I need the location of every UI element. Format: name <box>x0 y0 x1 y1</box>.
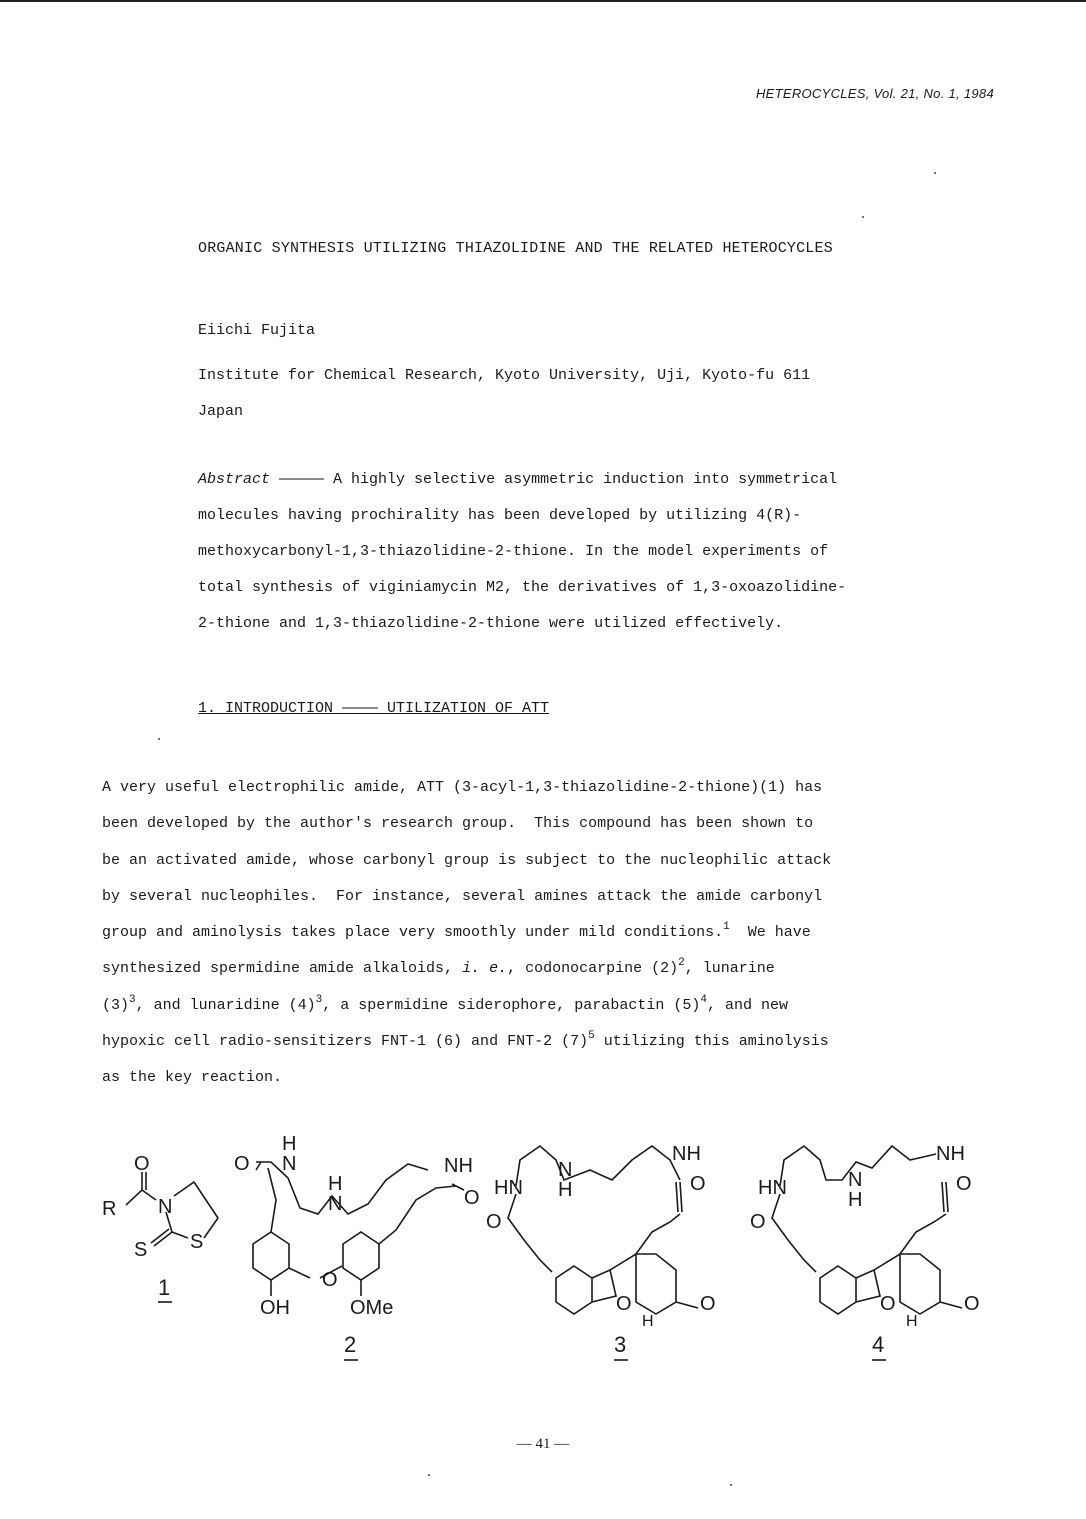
scan-speck <box>862 216 864 218</box>
atom-N: N <box>282 1153 297 1175</box>
body-text: utilizing this aminolysis <box>594 1033 829 1051</box>
structure-4 <box>772 1146 962 1314</box>
body-line <box>102 951 1002 987</box>
atom-O: O <box>750 1211 766 1233</box>
atom-O: O <box>964 1293 980 1315</box>
reference-mark: 3 <box>315 993 323 1006</box>
atom-O: O <box>134 1153 150 1175</box>
body-line: be an activated amide, whose carbonyl group is subject to the nucleophilic attack <box>102 851 832 869</box>
body-text: (3) <box>102 996 130 1014</box>
atom-O: O <box>880 1293 896 1315</box>
atom-O: O <box>486 1211 502 1233</box>
atom-O: O <box>956 1173 972 1195</box>
body-line <box>102 1024 1002 1060</box>
atom-N: N <box>328 1193 343 1215</box>
atom-HN: HN <box>758 1177 787 1199</box>
running-header: HETEROCYCLES, Vol. 21, No. 1, 1984 <box>755 86 994 101</box>
body-text: group and aminolysis takes place very smoothly under mild conditions. <box>102 924 724 942</box>
atom-H: H <box>642 1313 654 1330</box>
atom-S: S <box>134 1239 148 1261</box>
page-top-rule <box>0 0 1086 6</box>
atom-O: O <box>690 1173 706 1195</box>
body-line: been developed by the author's research group. This compound has been shown to <box>102 815 814 833</box>
scan-speck <box>158 738 160 740</box>
atom-H: H <box>328 1173 343 1195</box>
atom-H: H <box>282 1133 297 1155</box>
scan-speck <box>934 172 936 174</box>
atom-O: O <box>616 1293 632 1315</box>
structures-svg <box>96 1120 1016 1380</box>
body-paragraph <box>102 770 1002 1097</box>
reference-mark: 2 <box>678 957 685 970</box>
body-text: synthesized spermidine amide alkaloids, <box>102 960 463 978</box>
compound-label-1: 1 <box>158 1275 171 1300</box>
scan-speck <box>730 1484 732 1486</box>
body-text: , and lunaridine (4) <box>135 996 316 1014</box>
atom-N: N <box>158 1196 173 1218</box>
author-affiliation <box>198 358 810 430</box>
body-text: , codonocarpine (2) <box>507 960 679 978</box>
affiliation-line-2: Japan <box>198 403 244 420</box>
body-line: by several nucleophiles. For instance, several amines attack the amide carbonyl <box>102 887 823 905</box>
atom-N: N <box>558 1159 573 1181</box>
structure-3 <box>508 1146 698 1314</box>
atom-NH: NH <box>672 1143 701 1165</box>
body-text: hypoxic cell radio-sensitizers FNT-1 (6) and FNT-2 (7) <box>102 1033 589 1051</box>
author-name: Eiichi Fujita <box>198 322 316 339</box>
body-text-italic: i. e. <box>462 960 508 978</box>
atom-OMe: OMe <box>350 1297 394 1319</box>
body-text: , a spermidine siderophore, parabactin (5) <box>322 996 701 1014</box>
atom-HN: HN <box>494 1177 523 1199</box>
structure-2 <box>253 1162 464 1296</box>
atom-O: O <box>234 1153 250 1175</box>
atom-N: N <box>848 1169 863 1191</box>
atom-O: O <box>322 1269 338 1291</box>
atom-NH: NH <box>444 1155 473 1177</box>
scan-speck <box>428 1474 430 1476</box>
body-line: as the key reaction. <box>102 1069 283 1087</box>
body-text: We have <box>729 924 811 942</box>
body-line <box>102 988 1002 1024</box>
body-text: , and new <box>706 996 788 1014</box>
atom-NH: NH <box>936 1143 965 1165</box>
atom-R: R <box>102 1198 117 1220</box>
atom-H: H <box>848 1189 863 1211</box>
compound-label-3: 3 <box>614 1332 627 1357</box>
body-line <box>102 915 1002 951</box>
compound-label-4: 4 <box>872 1332 885 1357</box>
section-heading: 1. INTRODUCTION ———— UTILIZATION OF ATT <box>198 700 550 717</box>
reference-mark: 5 <box>588 1030 595 1043</box>
abstract-text: ————— A highly selective asymmetric induction into symmetrical molecules having prochirality has been developed by utilizing 4(R)- methoxycarbonyl-1,3-thiazolidine-2-thione. In the model experiments of total synthesis of viginiamycin M2, the derivatives of 1,3-oxoazolidine- 2-thione and 1,3-thiazolidine-2-thione were utilized effectively. <box>198 471 847 632</box>
atom-H: H <box>906 1313 918 1330</box>
affiliation-line-1: Institute for Chemical Research, Kyoto University, Uji, Kyoto-fu 611 <box>198 367 811 384</box>
atom-H: H <box>558 1179 573 1201</box>
abstract-label: Abstract <box>198 471 271 488</box>
compound-label-2: 2 <box>344 1332 357 1357</box>
page-number: — 41 — <box>516 1436 570 1452</box>
abstract <box>198 462 998 642</box>
reference-mark: 3 <box>129 993 136 1006</box>
atom-O: O <box>700 1293 716 1315</box>
paper-title: ORGANIC SYNTHESIS UTILIZING THIAZOLIDINE AND THE RELATED HETEROCYCLES <box>198 240 833 257</box>
body-line: A very useful electrophilic amide, ATT (3-acyl-1,3-thiazolidine-2-thione)(1) has <box>102 779 823 796</box>
chemical-structures-figure <box>96 1120 1016 1380</box>
body-text: , lunarine <box>684 960 775 978</box>
reference-mark: 4 <box>700 993 707 1006</box>
reference-mark: 1 <box>723 921 730 934</box>
atom-O: O <box>464 1187 480 1209</box>
atom-S: S <box>190 1231 204 1253</box>
atom-OH: OH <box>260 1297 290 1319</box>
